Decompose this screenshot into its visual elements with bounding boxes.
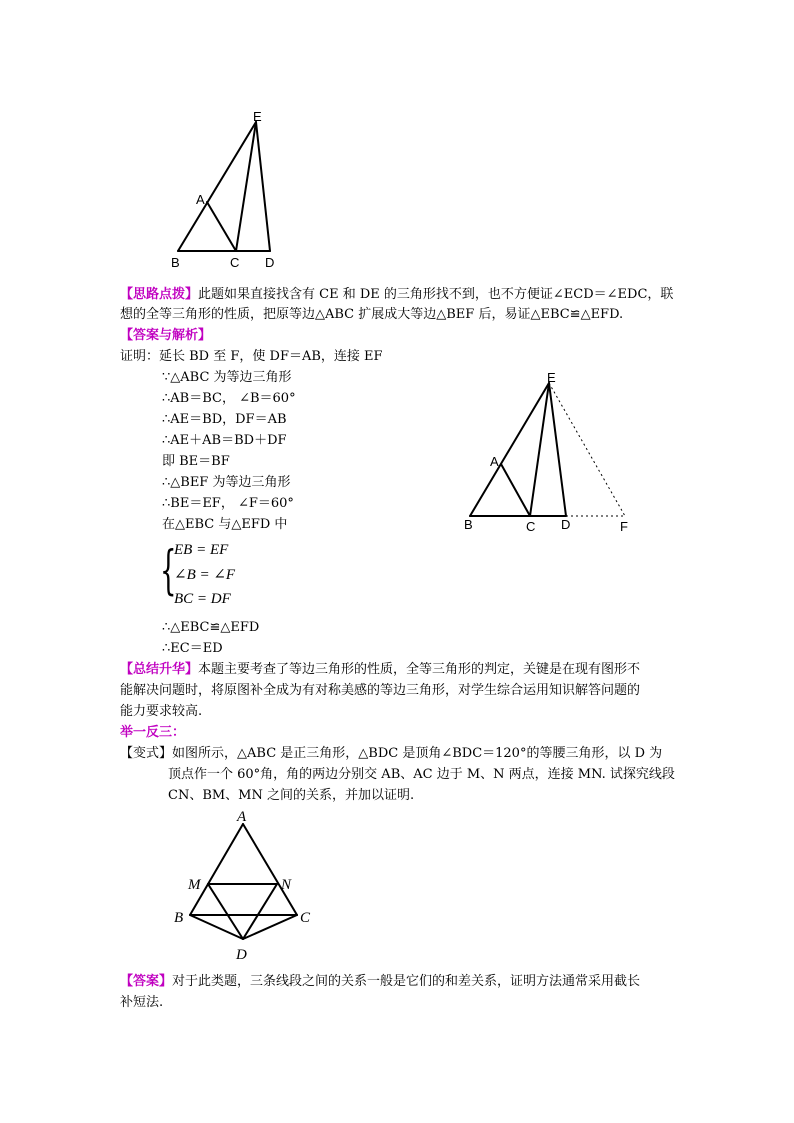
label-b: B — [171, 255, 180, 270]
answer-line-1 — [120, 972, 640, 992]
label-d: D — [236, 947, 247, 963]
label-a: A — [237, 809, 247, 825]
label-e: E — [253, 109, 262, 124]
label-c: C — [526, 519, 536, 534]
label-f: F — [620, 519, 628, 534]
hint-tag: 【思路点拨】 — [120, 287, 199, 302]
segment-de — [549, 383, 566, 516]
segment-be — [470, 383, 549, 516]
proof-line-6: ∴△BEF 为等边三角形 — [162, 475, 291, 490]
hint-line-2: 想的全等三角形的性质，把原等边△ABC 扩展成大等边△BEF 后，易证△EBC≌△EFD. — [120, 307, 624, 322]
answer-section-title: 【答案与解析】 — [120, 328, 212, 343]
proof-line-1: ∵△ABC 为等边三角形 — [162, 370, 292, 385]
system-brace: { — [160, 541, 177, 601]
variant-line-1 — [120, 744, 662, 764]
label-c: C — [300, 910, 311, 926]
label-n: N — [281, 877, 292, 893]
segment-be — [178, 122, 256, 251]
system-eq-3: BC = DF — [174, 591, 231, 607]
proof-conclusion-2: ∴EC＝ED — [162, 641, 223, 656]
segment-ce — [530, 383, 549, 516]
figure-3-triangle-diagram — [170, 805, 320, 965]
segment-ce — [236, 122, 256, 251]
variant-tag: 【变式】 — [120, 746, 173, 761]
summary-text-1: 本题主要考查了等边三角形的性质，全等三角形的判定，关键是在现有图形不 — [198, 662, 641, 677]
segment-ac — [501, 464, 530, 516]
practice-title: 举一反三： — [120, 725, 186, 740]
label-d: D — [561, 517, 571, 532]
segment-ac — [207, 202, 236, 251]
summary-line-3: 能力要求较高. — [120, 704, 203, 719]
system-eq-2: ∠B = ∠F — [174, 567, 236, 583]
variant-text-1: 如图所示，△ABC 是正三角形，△BDC 是顶角∠BDC＝120°的等腰三角形，以 D 为 — [172, 746, 663, 761]
summary-line-2: 能解决问题时，将原图补全成为有对称美感的等边三角形，对学生综合运用知识解答问题的 — [120, 683, 641, 698]
label-b: B — [464, 517, 473, 532]
figure-1-triangle-diagram — [160, 105, 290, 270]
summary-line-1 — [120, 660, 640, 680]
hint-line-1 — [120, 285, 673, 305]
segment-ab — [190, 824, 243, 915]
label-e: E — [547, 370, 556, 385]
proof-conclusion-1: ∴△EBC≌△EFD — [162, 620, 260, 635]
answer-tag: 【答案】 — [120, 974, 173, 989]
label-b: B — [174, 910, 184, 926]
proof-line-3: ∴AE＝BD，DF＝AB — [162, 412, 287, 427]
hint-text-1: 此题如果直接找含有 CE 和 DE 的三角形找不到，也不方便证∠ECD＝∠EDC，联 — [198, 287, 674, 302]
system-eq-1: EB = EF — [174, 542, 229, 558]
summary-tag: 【总结升华】 — [120, 662, 199, 677]
segment-ac — [243, 824, 297, 915]
proof-line-4: ∴AE＋AB＝BD＋DF — [162, 433, 287, 448]
label-a: A — [196, 192, 205, 207]
proof-line-7: ∴BE＝EF， ∠F＝60° — [162, 496, 294, 511]
answer-text-1: 对于此类题，三条线段之间的关系一般是它们的和差关系，证明方法通常采用截长 — [172, 974, 641, 989]
label-c: C — [230, 255, 240, 270]
variant-line-2: 顶点作一个 60°角，角的两边分别交 AB、AC 边于 M、N 两点，连接 MN. 试探究线段 — [168, 767, 675, 782]
segment-de — [256, 122, 270, 251]
proof-intro: 证明：延长 BD 至 F，使 DF＝AB，连接 EF — [120, 349, 383, 364]
figure-2-extended-diagram — [455, 365, 645, 537]
segment-ef-dashed — [549, 383, 625, 516]
label-d: D — [265, 255, 275, 270]
label-m: M — [188, 877, 201, 893]
answer-line-2: 补短法. — [120, 995, 164, 1010]
variant-line-3: CN、BM、MN 之间的关系，并加以证明. — [168, 788, 415, 803]
proof-line-5: 即 BE＝BF — [162, 454, 230, 469]
proof-line-8: 在△EBC 与△EFD 中 — [162, 517, 288, 532]
label-a: A — [490, 454, 499, 469]
proof-line-2: ∴AB＝BC， ∠B＝60° — [162, 391, 296, 406]
